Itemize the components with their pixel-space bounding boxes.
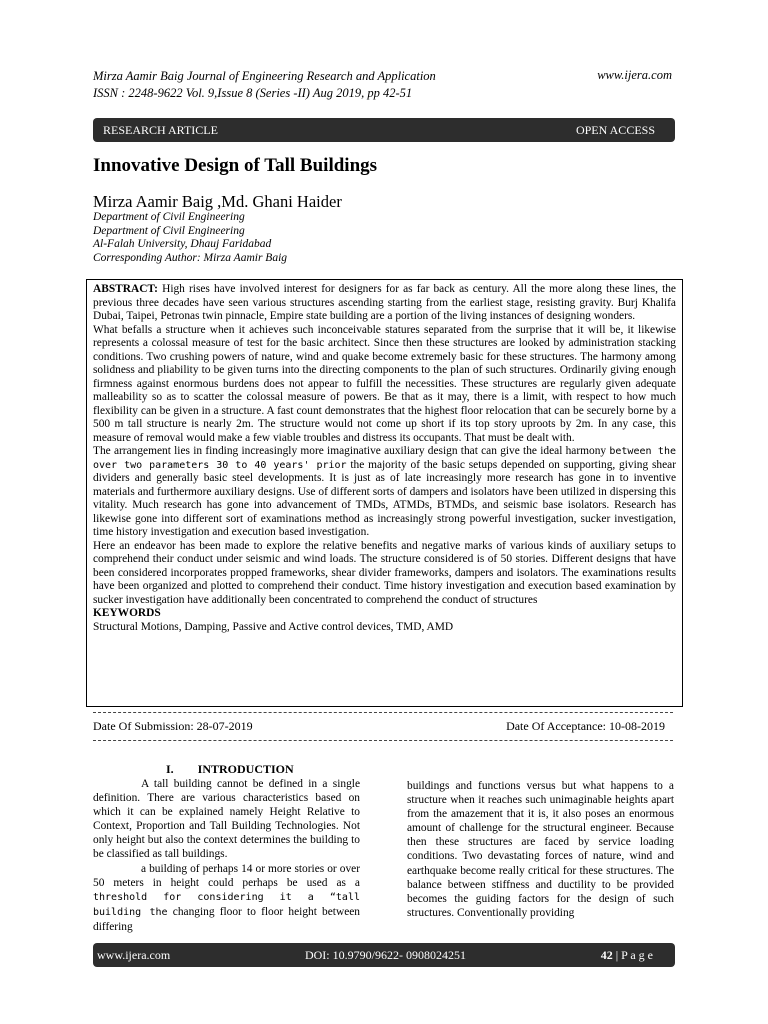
body-paragraph: A tall building cannot be defined in a single definition. There are various characteristics based on which it can be explained namely Height Relative to Context, Proportion and Tall Building Technologies. Not only height but also the context determines the building to be classified as tall buildings.	[93, 778, 360, 861]
column-left	[93, 777, 360, 934]
body-paragraph: a building of perhaps 14 or more stories or over 50 meters in height could perhaps be used as a threshold for considering it a “tall building the changing floor to floor height between differing	[93, 862, 361, 933]
article-banner	[93, 118, 675, 142]
paper-title: Innovative Design of Tall Buildings	[93, 155, 378, 176]
journal-name: Mirza Aamir Baig Journal of Engineering Research and Application	[93, 69, 436, 83]
footer-doi[interactable]: DOI: 10.9790/9622- 0908024251	[304, 947, 466, 962]
abstract-paragraph: What befalls a structure when it achieves such inconceivable statures separated from the surprise that it will be, it likewise represents a colossal measure of test for the basic architect. Since then these structures are looked by administration stacking conditions. Two crushing powers of nature, wind and quake become extremely basic for these structures. The harmony among solidness and pliability to be given turns into the directing components to the plan of such structures. Ordinarily giving enough firmness against enormous burdens does not appear to fulfill the necessities. These structures are regularly given adequate malleability so as to scatter the colossal measure of powers. Be that as it may, there is a limit, with respect to how much flexibility can be given in a structure. A fast count demonstrates that the highest floor relocation that can be securely borne by a 500 m tall structure is nearly 2m. The structure would not come up short if its top story uproots by 2m. In any case, this measure of removal would make a few viable troubles and distress its occupants. That must be dealt with.	[93, 323, 676, 444]
keywords: Structural Motions, Damping, Passive and Active control devices, TMD, AMD	[93, 620, 454, 633]
article-type: RESEARCH ARTICLE	[103, 122, 218, 137]
affiliations	[93, 211, 287, 265]
abstract-paragraph: The arrangement lies in finding increasingly more imaginative auxiliary design that can give the ideal harmony between the over two parameters 30 to 40 years' prior the majority of the basic setups depended on supporting, giving shear dividers and generally basic steel developments. It is just as of late increasingly more research has gone in to inventive materials and furthermore auxiliary designs. Use of different sorts of dampers and isolators have been utilized in dispersing this vitality. Much research has gone into advancement of TMDs, ATMDs, BTMDs, and seismic base isolators. Research has likewise gone into different sort of examinations method as increasingly strong powerful investigation, sucker investigation, time history investigation and execution based investigation.	[93, 445, 676, 538]
paper-authors: Mirza Aamir Baig ,Md. Ghani Haider	[93, 192, 342, 211]
acceptance-date: Date Of Acceptance: 10-08-2019	[506, 719, 665, 733]
affiliation-line: Al-Falah University, Dhauj Faridabad	[93, 238, 272, 251]
access-type: OPEN ACCESS	[575, 122, 655, 137]
column-right	[407, 779, 674, 920]
abstract-paragraph: Here an endeavor has been made to explore the relative benefits and negative marks of various kinds of auxiliary setups to comprehend their conduct under seismic and wind loads. The structure considered is of 50 stories. Different designs that have been considered incorporates propped frameworks, shear divider frameworks, dampers and isolators. The examinations results have been organized and plotted to comprehend their conduct. Time history investigation and execution based examination by sucker investigation have additionally been concentrated to comprehend the conduct of structures	[93, 539, 676, 606]
affiliation-line: Department of Civil Engineering	[93, 211, 245, 223]
dates-row	[93, 719, 665, 734]
corresponding-author: Corresponding Author: Mirza Aamir Baig	[93, 251, 288, 264]
page-footer	[93, 943, 675, 967]
journal-website[interactable]: www.ijera.com	[597, 68, 672, 82]
journal-header	[93, 68, 436, 102]
body-paragraph: buildings and functions versus but what happens to a structure when it reaches such unimaginable heights apart from the amazement that it is, it also poses an enormous amount of challenge for the structural engineer. Because then these structures are faced by service loading conditions. Two devastating forces of nature, wind and earthquake become really critical for these structures. The balance between stiffness and ductility to be provided becomes the guiding factors for the design of such structures. Conventionally providing	[407, 780, 674, 919]
divider	[93, 740, 673, 741]
page-number: 42 | P a g e	[600, 947, 653, 962]
abstract-label: ABSTRACT:	[93, 283, 158, 295]
submission-date: Date Of Submission: 28-07-2019	[93, 719, 253, 733]
footer-website[interactable]: www.ijera.com	[97, 947, 171, 962]
section-heading: I. INTRODUCTION	[166, 762, 294, 776]
abstract-paragraph: ABSTRACT: High rises have involved interest for designers for as far back as century. All the more along these lines, the previous three decades have seen various structures ascending starting from the earliest stage, resisting gravity. Burj Khalifa Dubai, Taipei, Petronas twin pinnacle, Empire state building are a portion of the living instances of designing wonders.	[93, 283, 676, 322]
abstract-box	[86, 279, 683, 707]
keywords-label: KEYWORDS	[93, 607, 161, 619]
affiliation-line: Department of Civil Engineering	[93, 224, 245, 237]
journal-issn: ISSN : 2248-9622 Vol. 9,Issue 8 (Series -II) Aug 2019, pp 42-51	[93, 86, 413, 100]
divider	[93, 712, 673, 713]
